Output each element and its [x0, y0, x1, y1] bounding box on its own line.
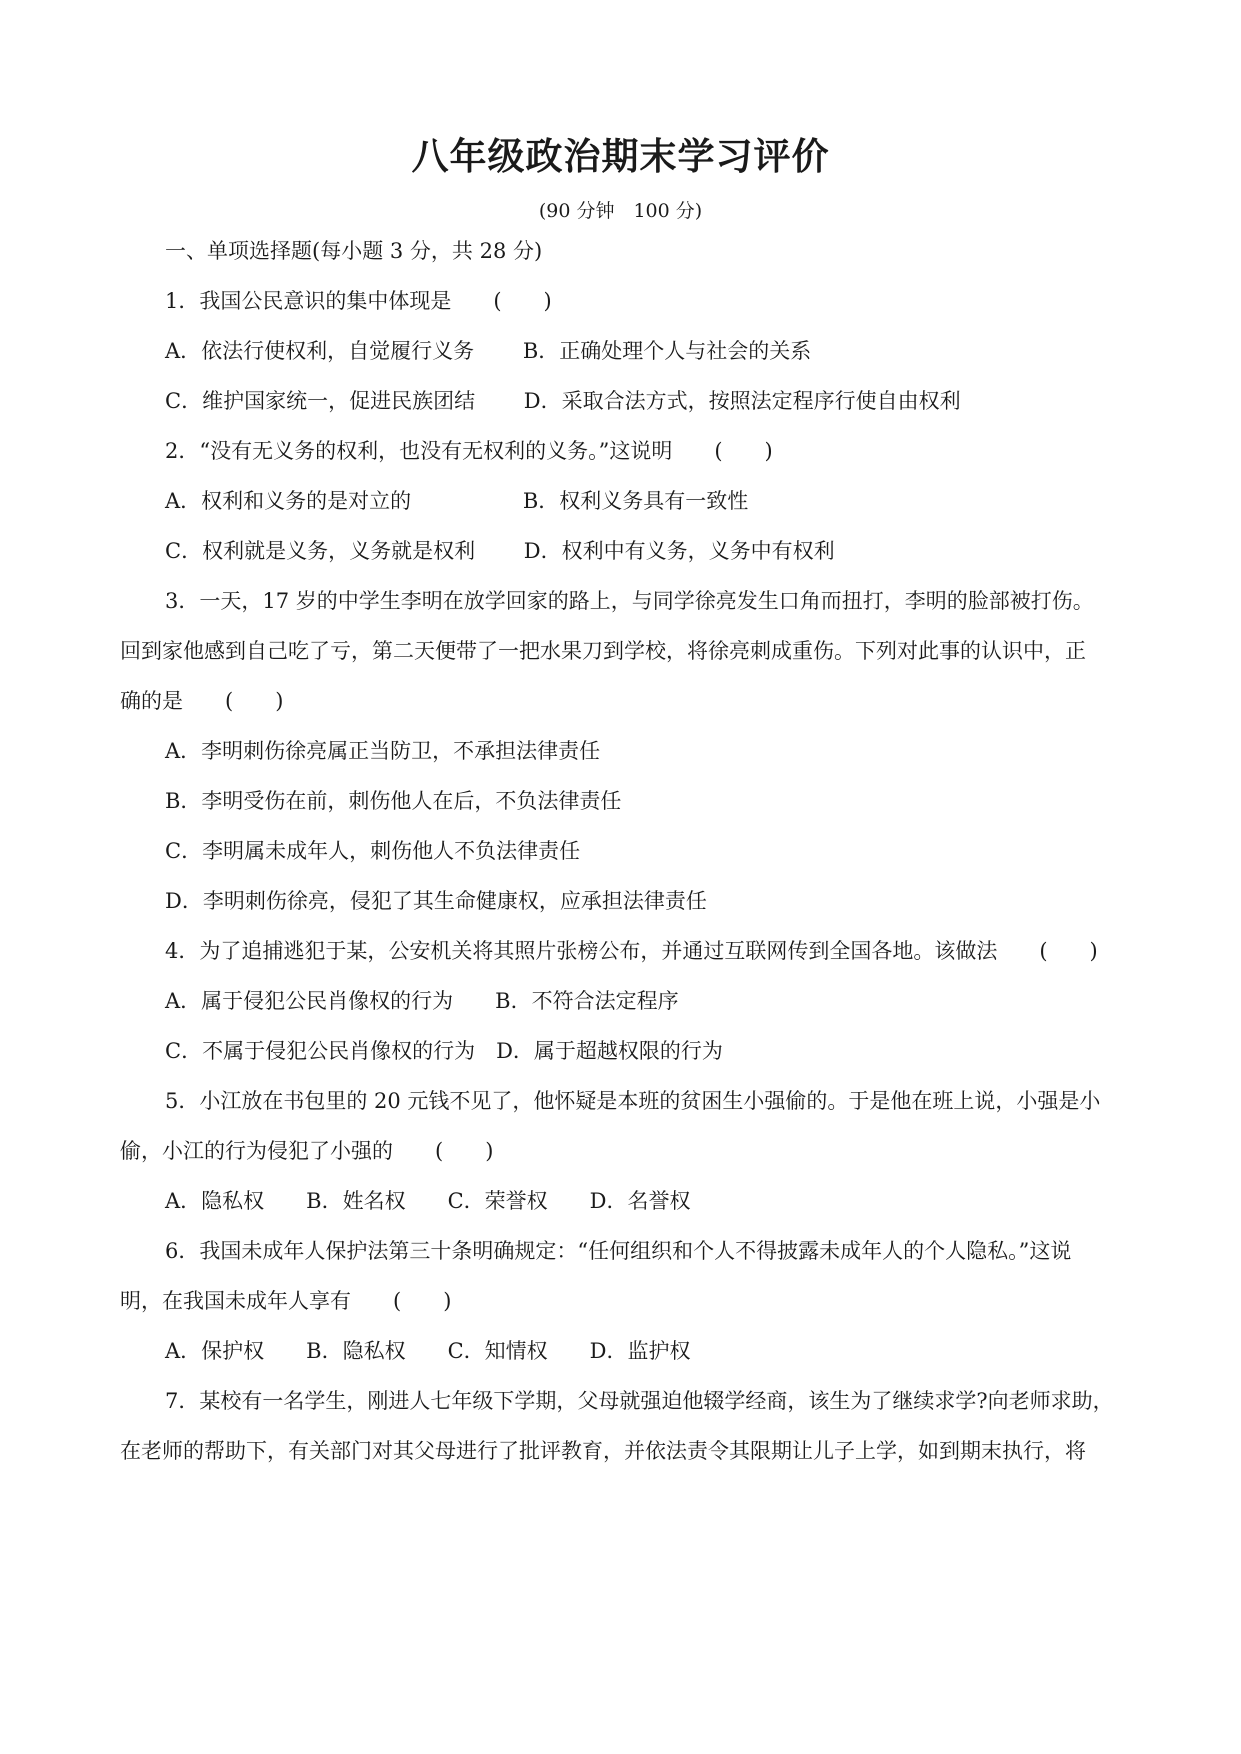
question-5: 5．小江放在书包里的 20 元钱不见了，他怀疑是本班的贫困生小强偷的。于是他在班上说，小强是小	[165, 1089, 1101, 1113]
question-3-cont: 回到家他感到自己吃了亏，第二天便带了一把水果刀到学校，将徐亮刺成重伤。下列对此事的认识中，正	[120, 639, 1086, 663]
question-6-cont: 明，在我国未成年人享有 ( )	[120, 1289, 452, 1313]
question-3-cont: 确的是 ( )	[120, 689, 284, 713]
q3-option-c: C．李明属未成年人，刺伤他人不负法律责任	[165, 839, 581, 863]
q3-option-b: B．李明受伤在前，刺伤他人在后，不负法律责任	[165, 789, 622, 813]
q4-options-ab: A．属于侵犯公民肖像权的行为 B．不符合法定程序	[165, 989, 679, 1013]
question-1: 1．我国公民意识的集中体现是 ( )	[165, 289, 552, 313]
section-heading: 一、单项选择题(每小题 3 分，共 28 分)	[165, 239, 543, 263]
question-2: 2．“没有无义务的权利，也没有无权利的义务。”这说明 ( )	[165, 439, 773, 463]
q1-options-cd: C．维护国家统一，促进民族团结 D．采取合法方式，按照法定程序行使自由权利	[165, 389, 961, 413]
q6-options: A．保护权 B．隐私权 C．知情权 D．监护权	[165, 1339, 691, 1363]
question-4: 4．为了追捕逃犯于某，公安机关将其照片张榜公布，并通过互联网传到全国各地。该做法 ( )	[165, 939, 1098, 963]
page-title: 八年级政治期末学习评价	[411, 135, 830, 178]
question-5-cont: 偷，小江的行为侵犯了小强的 ( )	[120, 1139, 494, 1163]
q4-options-cd: C．不属于侵犯公民肖像权的行为 D．属于超越权限的行为	[165, 1039, 723, 1063]
question-7-cont: 在老师的帮助下，有关部门对其父母进行了批评教育，并依法责令其限期让儿子上学，如到期末执行，将	[120, 1439, 1086, 1463]
q1-options-ab: A．依法行使权利，自觉履行义务 B．正确处理个人与社会的关系	[165, 339, 812, 363]
q3-option-d: D．李明刺伤徐亮，侵犯了其生命健康权，应承担法律责任	[165, 889, 707, 913]
q3-option-a: A．李明刺伤徐亮属正当防卫，不承担法律责任	[165, 739, 601, 763]
question-7: 7．某校有一名学生，刚进人七年级下学期，父母就强迫他辍学经商，该生为了继续求学?向老师求助，	[165, 1389, 1114, 1413]
q5-options: A．隐私权 B．姓名权 C．荣誉权 D．名誉权	[165, 1189, 691, 1213]
q2-options-cd: C．权利就是义务，义务就是权利 D．权利中有义务，义务中有权利	[165, 539, 835, 563]
exam-duration-score: (90 分钟 100 分)	[538, 200, 703, 222]
q2-options-ab: A．权利和义务的是对立的 B．权利义务具有一致性	[165, 489, 749, 513]
question-3: 3．一天，17 岁的中学生李明在放学回家的路上，与同学徐亮发生口角而扭打，李明的脸部被打伤。	[165, 589, 1094, 613]
question-6: 6．我国未成年人保护法第三十条明确规定：“任何组织和个人不得披露未成年人的个人隐私。”这说	[165, 1239, 1072, 1263]
